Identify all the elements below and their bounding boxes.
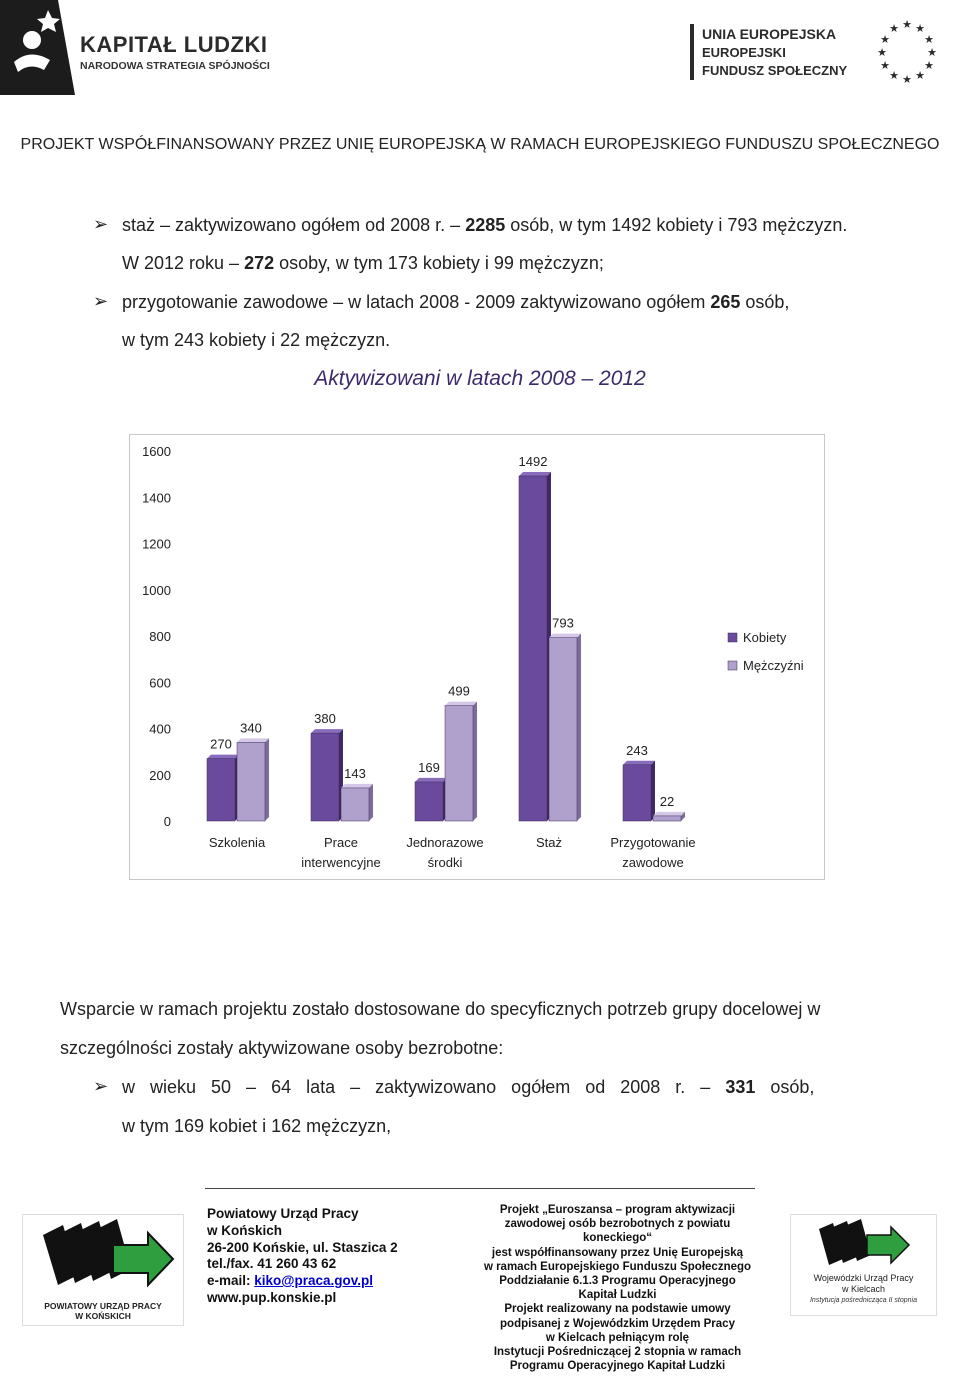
project-info-line: koneckiego“ <box>582 1232 653 1245</box>
bar-top <box>653 812 685 816</box>
wup-cards-arrow-icon <box>791 1215 936 1273</box>
x-category-label: Szkolenia <box>208 835 266 850</box>
y-tick-label: 800 <box>149 629 171 644</box>
bar-data-label: 169 <box>418 759 440 775</box>
svg-text:★: ★ <box>902 18 912 31</box>
text: w wieku 50 – 64 lata – zaktywizowano ogółem od 2008 r. – <box>122 1077 726 1097</box>
x-category-label: Staż <box>535 835 563 850</box>
y-tick-label: 200 <box>149 767 171 783</box>
bullet-age-50-64-line2: w tym 169 kobiet i 162 mężczyzn, <box>122 1116 392 1136</box>
project-info-line: Projekt „Euroszansa – program aktywizacji <box>499 1204 736 1216</box>
eu-logo-bar <box>690 24 694 80</box>
office-email-link[interactable]: kiko@praca.gov.pl <box>254 1273 373 1288</box>
y-tick-label: 600 <box>149 675 171 691</box>
bar-data-label: 793 <box>552 615 574 631</box>
bar-side <box>473 702 477 821</box>
support-paragraph-line2: szczególności zostały aktywizowane osoby bezrobotne: <box>60 1038 504 1058</box>
bar-side <box>369 784 373 821</box>
bar-kobiety <box>519 476 547 821</box>
pup-konskie-logo <box>22 1214 184 1326</box>
svg-text:★: ★ <box>924 59 934 72</box>
bar-data-label: 22 <box>659 793 675 809</box>
bar-side <box>265 738 269 821</box>
bar-data-label: 499 <box>448 683 470 699</box>
project-info-line: Kapitał Ludzki <box>578 1289 657 1302</box>
chart-title: Aktywizowani w latach 2008 – 2012 <box>314 367 646 390</box>
text: W KOŃSKICH <box>75 1311 131 1321</box>
bullet-internship <box>122 214 847 236</box>
bullet-arrow-icon: ➢ <box>93 291 109 311</box>
bar-top <box>445 702 477 706</box>
y-tick-label: 0 <box>163 814 171 829</box>
cofinancing-caption: PROJEKT WSPÓŁFINANSOWANY PRZEZ UNIĘ EUROPEJSKĄ W RAMACH EUROPEJSKIEGO FUNDUSZU SPOŁECZNEGO <box>20 136 940 153</box>
bar-top <box>623 761 655 765</box>
bar-chart <box>129 434 825 880</box>
svg-text:★: ★ <box>889 22 899 35</box>
kapital-ludzki-logo <box>0 0 300 95</box>
pup-cards-arrow-icon <box>23 1215 183 1301</box>
text: POWIATOWY URZĄD PRACY <box>44 1301 162 1311</box>
svg-text:★: ★ <box>880 33 890 46</box>
y-tick-label: 400 <box>149 721 171 737</box>
bar-top <box>311 729 343 733</box>
text: Wojewódzki Urząd Pracy <box>813 1273 914 1283</box>
bar-top <box>341 784 373 788</box>
kapital-ludzki-logo-subtitle: NARODOWA STRATEGIA SPÓJNOŚCI <box>80 60 270 72</box>
text: W 2012 roku – <box>122 253 245 273</box>
project-info-line: w Kielcach pełniącym rolę <box>545 1331 690 1344</box>
bullet-internship-2012 <box>122 252 604 274</box>
y-tick-label: 1000 <box>142 582 171 598</box>
eu-logo <box>690 10 960 90</box>
project-info-line: Programu Operacyjnego Kapitał Ludzki <box>509 1360 726 1373</box>
text: osób, w tym 1492 kobiety i 793 mężczyzn. <box>505 215 848 235</box>
bar-data-label: 270 <box>210 736 232 752</box>
bar-top <box>207 755 239 759</box>
bullet-arrow-icon: ➢ <box>93 1076 109 1096</box>
bar-kobiety <box>623 765 651 821</box>
project-info-line: zawodowej osób bezrobotnych z powiatu <box>504 1218 731 1231</box>
bar-kobiety <box>415 782 443 821</box>
text: staż – zaktywizowano ogółem od 2008 r. – <box>122 215 466 235</box>
svg-text:★: ★ <box>915 69 925 82</box>
office-email-row <box>207 1273 373 1288</box>
footer-divider <box>205 1188 755 1189</box>
svg-text:★: ★ <box>924 33 934 46</box>
office-name: Powiatowy Urząd Pracy <box>207 1206 359 1221</box>
wup-logo-name <box>791 1273 936 1295</box>
bar-data-label: 340 <box>240 720 262 736</box>
wup-logo-subtitle: Instytucja pośrednicząca II stopnia <box>809 1297 917 1304</box>
bar-data-label: 143 <box>344 765 366 781</box>
text: w Kielcach <box>841 1284 886 1294</box>
bullet-arrow-icon: ➢ <box>93 214 109 234</box>
bullet-vocational-prep <box>122 291 789 313</box>
svg-text:★: ★ <box>880 59 890 72</box>
bar-mezczyzni <box>549 638 577 821</box>
bar-mezczyzni <box>341 788 369 821</box>
svg-text:★: ★ <box>927 46 937 59</box>
text-bold: 331 <box>725 1077 756 1097</box>
legend-label: Kobiety <box>743 630 787 645</box>
bar-data-label: 1492 <box>518 453 548 469</box>
bullet-age-50-64 <box>122 1076 814 1098</box>
office-city: w Końskich <box>207 1223 283 1238</box>
text: e-mail: <box>207 1273 255 1288</box>
y-tick-label: 1400 <box>142 490 171 506</box>
bar-top <box>549 634 581 638</box>
wup-kielce-logo <box>790 1214 937 1316</box>
eu-stars-icon <box>872 16 942 86</box>
y-tick-label: 1200 <box>142 536 171 552</box>
text: przygotowanie zawodowe – w latach 2008 - 2009 zaktywizowano ogółem <box>122 292 711 312</box>
eu-logo-line1: UNIA EUROPEJSKA <box>702 26 837 42</box>
text-bold: 272 <box>244 253 275 273</box>
pup-logo-text <box>23 1301 183 1321</box>
bar-mezczyzni <box>445 706 473 821</box>
text-bold: 265 <box>710 292 741 312</box>
bar-mezczyzni <box>237 742 265 821</box>
x-category-label: Jednorazowe <box>406 835 484 850</box>
bar-top <box>519 472 551 476</box>
bar-mezczyzni <box>653 816 681 821</box>
bar-kobiety <box>207 759 235 821</box>
x-category-label: interwencyjne <box>301 855 381 870</box>
project-info-line: jest współfinansowany przez Unię Europejską <box>491 1246 744 1259</box>
office-website[interactable]: www.pup.konskie.pl <box>207 1290 337 1305</box>
project-info-line: Projekt realizowany na podstawie umowy <box>504 1303 731 1316</box>
x-category-label: Przygotowanie <box>610 835 696 850</box>
x-category-label: Prace <box>324 835 358 850</box>
y-tick-label: 1600 <box>142 444 171 459</box>
text: osób, <box>755 1077 815 1097</box>
legend-swatch <box>728 633 737 642</box>
bullet-vocational-prep-line2: w tym 243 kobiety i 22 mężczyzn. <box>122 330 391 350</box>
office-address: 26-200 Końskie, ul. Staszica 2 <box>207 1240 398 1255</box>
bar-side <box>651 761 655 821</box>
text-bold: 2285 <box>465 215 506 235</box>
legend-label: Mężczyźni <box>743 658 804 673</box>
legend-swatch <box>728 661 737 670</box>
kapital-ludzki-emblem-icon <box>0 0 75 95</box>
bar-data-label: 243 <box>626 742 648 758</box>
eu-logo-line2: EUROPEJSKI <box>702 45 786 60</box>
text: osób, <box>740 292 790 312</box>
x-category-label: środki <box>427 855 463 870</box>
bar-top <box>237 738 269 742</box>
support-paragraph-line1: Wsparcie w ramach projektu zostało dostosowane do specyficznych potrzeb grupy docelowej w <box>60 999 821 1019</box>
bar-data-label: 380 <box>314 711 336 727</box>
kapital-ludzki-logo-name: KAPITAŁ LUDZKI <box>80 32 268 57</box>
bar-kobiety <box>311 733 339 821</box>
eu-logo-line3: FUNDUSZ SPOŁECZNY <box>702 63 848 78</box>
svg-text:★: ★ <box>915 22 925 35</box>
svg-text:★: ★ <box>902 73 912 86</box>
office-phone: tel./fax. 41 260 43 62 <box>207 1256 337 1271</box>
bar-side <box>577 634 581 821</box>
svg-text:★: ★ <box>877 46 887 59</box>
project-info-line: Instytucji Pośredniczącej 2 stopnia w ramach <box>493 1346 742 1358</box>
project-info-line: w ramach Europejskiego Funduszu Społecznego <box>483 1260 752 1273</box>
bar-top <box>415 778 447 782</box>
x-category-label: zawodowe <box>622 855 684 870</box>
project-info-line: podpisanej z Wojewódzkim Urzędem Pracy <box>500 1317 735 1330</box>
project-info-line: Poddziałanie 6.1.3 Programu Operacyjnego <box>499 1275 736 1287</box>
text: osoby, w tym 173 kobiety i 99 mężczyzn; <box>274 253 604 273</box>
svg-text:★: ★ <box>889 69 899 82</box>
